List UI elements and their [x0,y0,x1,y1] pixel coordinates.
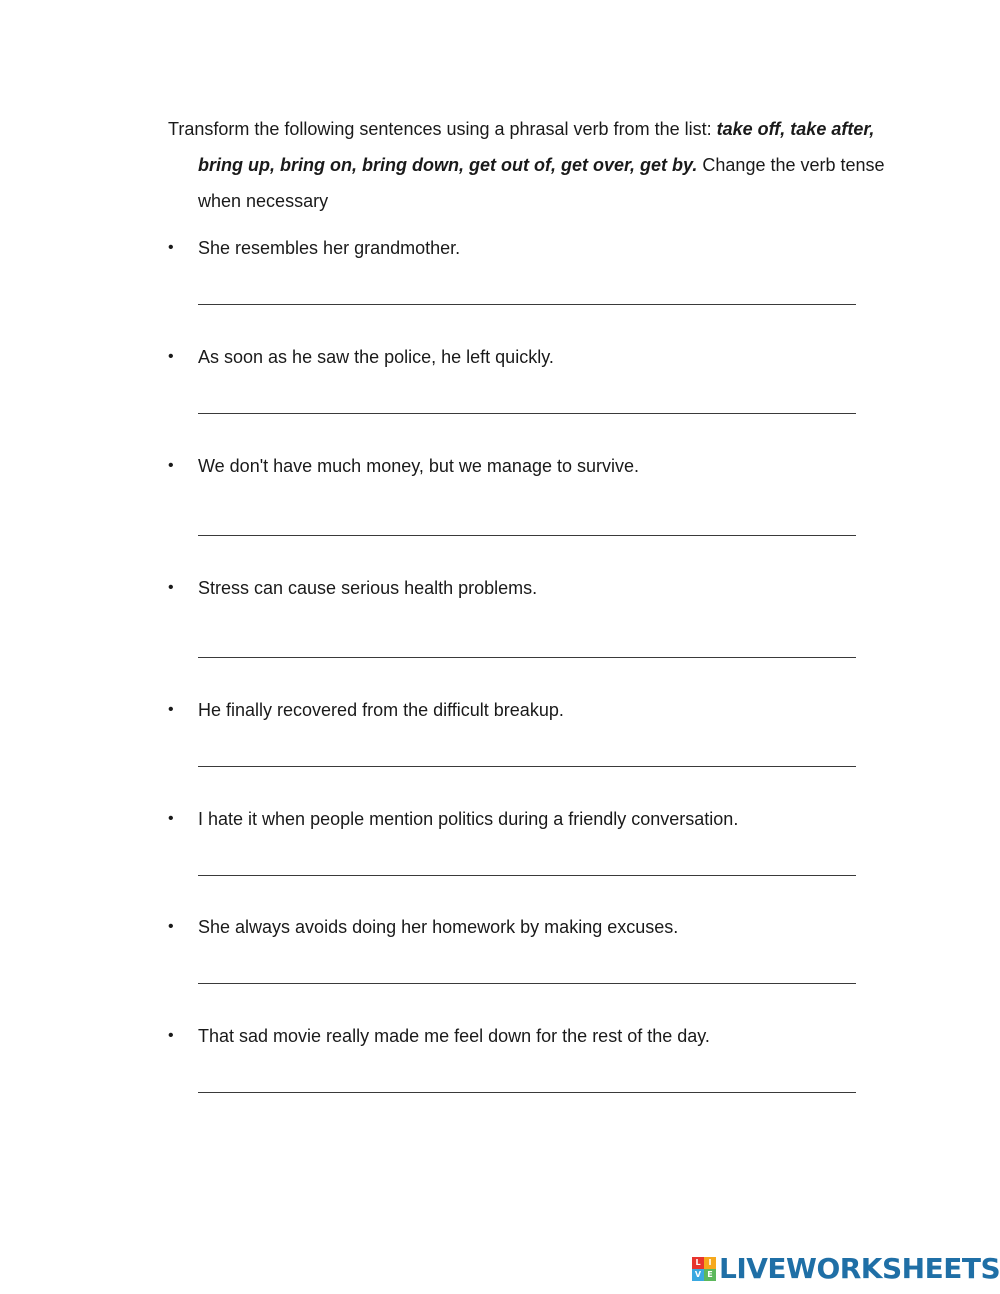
list-item [168,342,868,372]
list-item [168,695,868,725]
bullet-icon: • [168,239,174,256]
bullet-icon: • [168,918,174,935]
logo-mark-icon [692,1257,716,1281]
sentence-text: He finally recovered from the difficult breakup. [198,700,564,720]
liveworksheets-logo [692,1253,1000,1285]
verb-get-out-of: get out of [469,155,551,175]
verb-separator: , [869,119,875,139]
bullet-icon: • [168,810,174,827]
answer-line[interactable] [198,304,856,305]
bullet-icon: • [168,457,174,474]
list-item [168,573,868,603]
verb-separator: , [351,155,362,175]
logo-mark-letter: L [692,1257,704,1269]
answer-line[interactable] [198,535,856,536]
verb-separator: , [269,155,280,175]
verb-take-after: take after [790,119,870,139]
answer-line[interactable] [198,766,856,767]
sentence-text: She always avoids doing her homework by making excuses. [198,917,679,937]
bullet-icon: • [168,701,174,718]
logo-mark-letter: E [704,1269,716,1281]
instructions [168,111,898,219]
bullet-icon: • [168,1027,174,1044]
list-item [168,1021,868,1051]
sentence-text: We don't have much money, but we manage to survive. [198,456,639,476]
logo-mark-letter: V [692,1269,704,1281]
answer-line[interactable] [198,875,856,876]
list-item [168,233,868,263]
sentence-text: She resembles her grandmother. [198,238,461,258]
verb-bring-down: bring down [362,155,459,175]
logo-text: LIVEWORKSHEETS [719,1252,1000,1285]
sentence-text: I hate it when people mention politics during a friendly conversation. [198,809,739,829]
verb-get-by: get by [640,155,693,175]
verb-bring-on: bring on [280,155,352,175]
instructions-lead: Transform the following sentences using a phrasal verb from the list: [168,119,717,139]
verb-bring-up: bring up [198,155,270,175]
verb-get-over: get over [561,155,631,175]
answer-line[interactable] [198,1092,856,1093]
answer-line[interactable] [198,983,856,984]
list-item [168,804,868,834]
list-item [168,451,868,481]
verb-separator: , [458,155,469,175]
sentence-text: As soon as he saw the police, he left quickly. [198,347,554,367]
answer-line[interactable] [198,657,856,658]
answer-line[interactable] [198,413,856,414]
bullet-icon: • [168,579,174,596]
verb-take-off: take off [716,119,781,139]
list-item [168,912,868,942]
logo-mark-letter: I [704,1257,716,1269]
instructions-tail: Change the verb tense when necessary [198,155,885,211]
sentence-text: Stress can cause serious health problems. [198,578,538,598]
verb-separator: , [780,119,791,139]
verb-separator: , [550,155,561,175]
verb-terminator: . [692,155,698,175]
sentence-text: That sad movie really made me feel down for the rest of the day. [198,1026,710,1046]
verb-separator: , [630,155,641,175]
bullet-icon: • [168,348,174,365]
